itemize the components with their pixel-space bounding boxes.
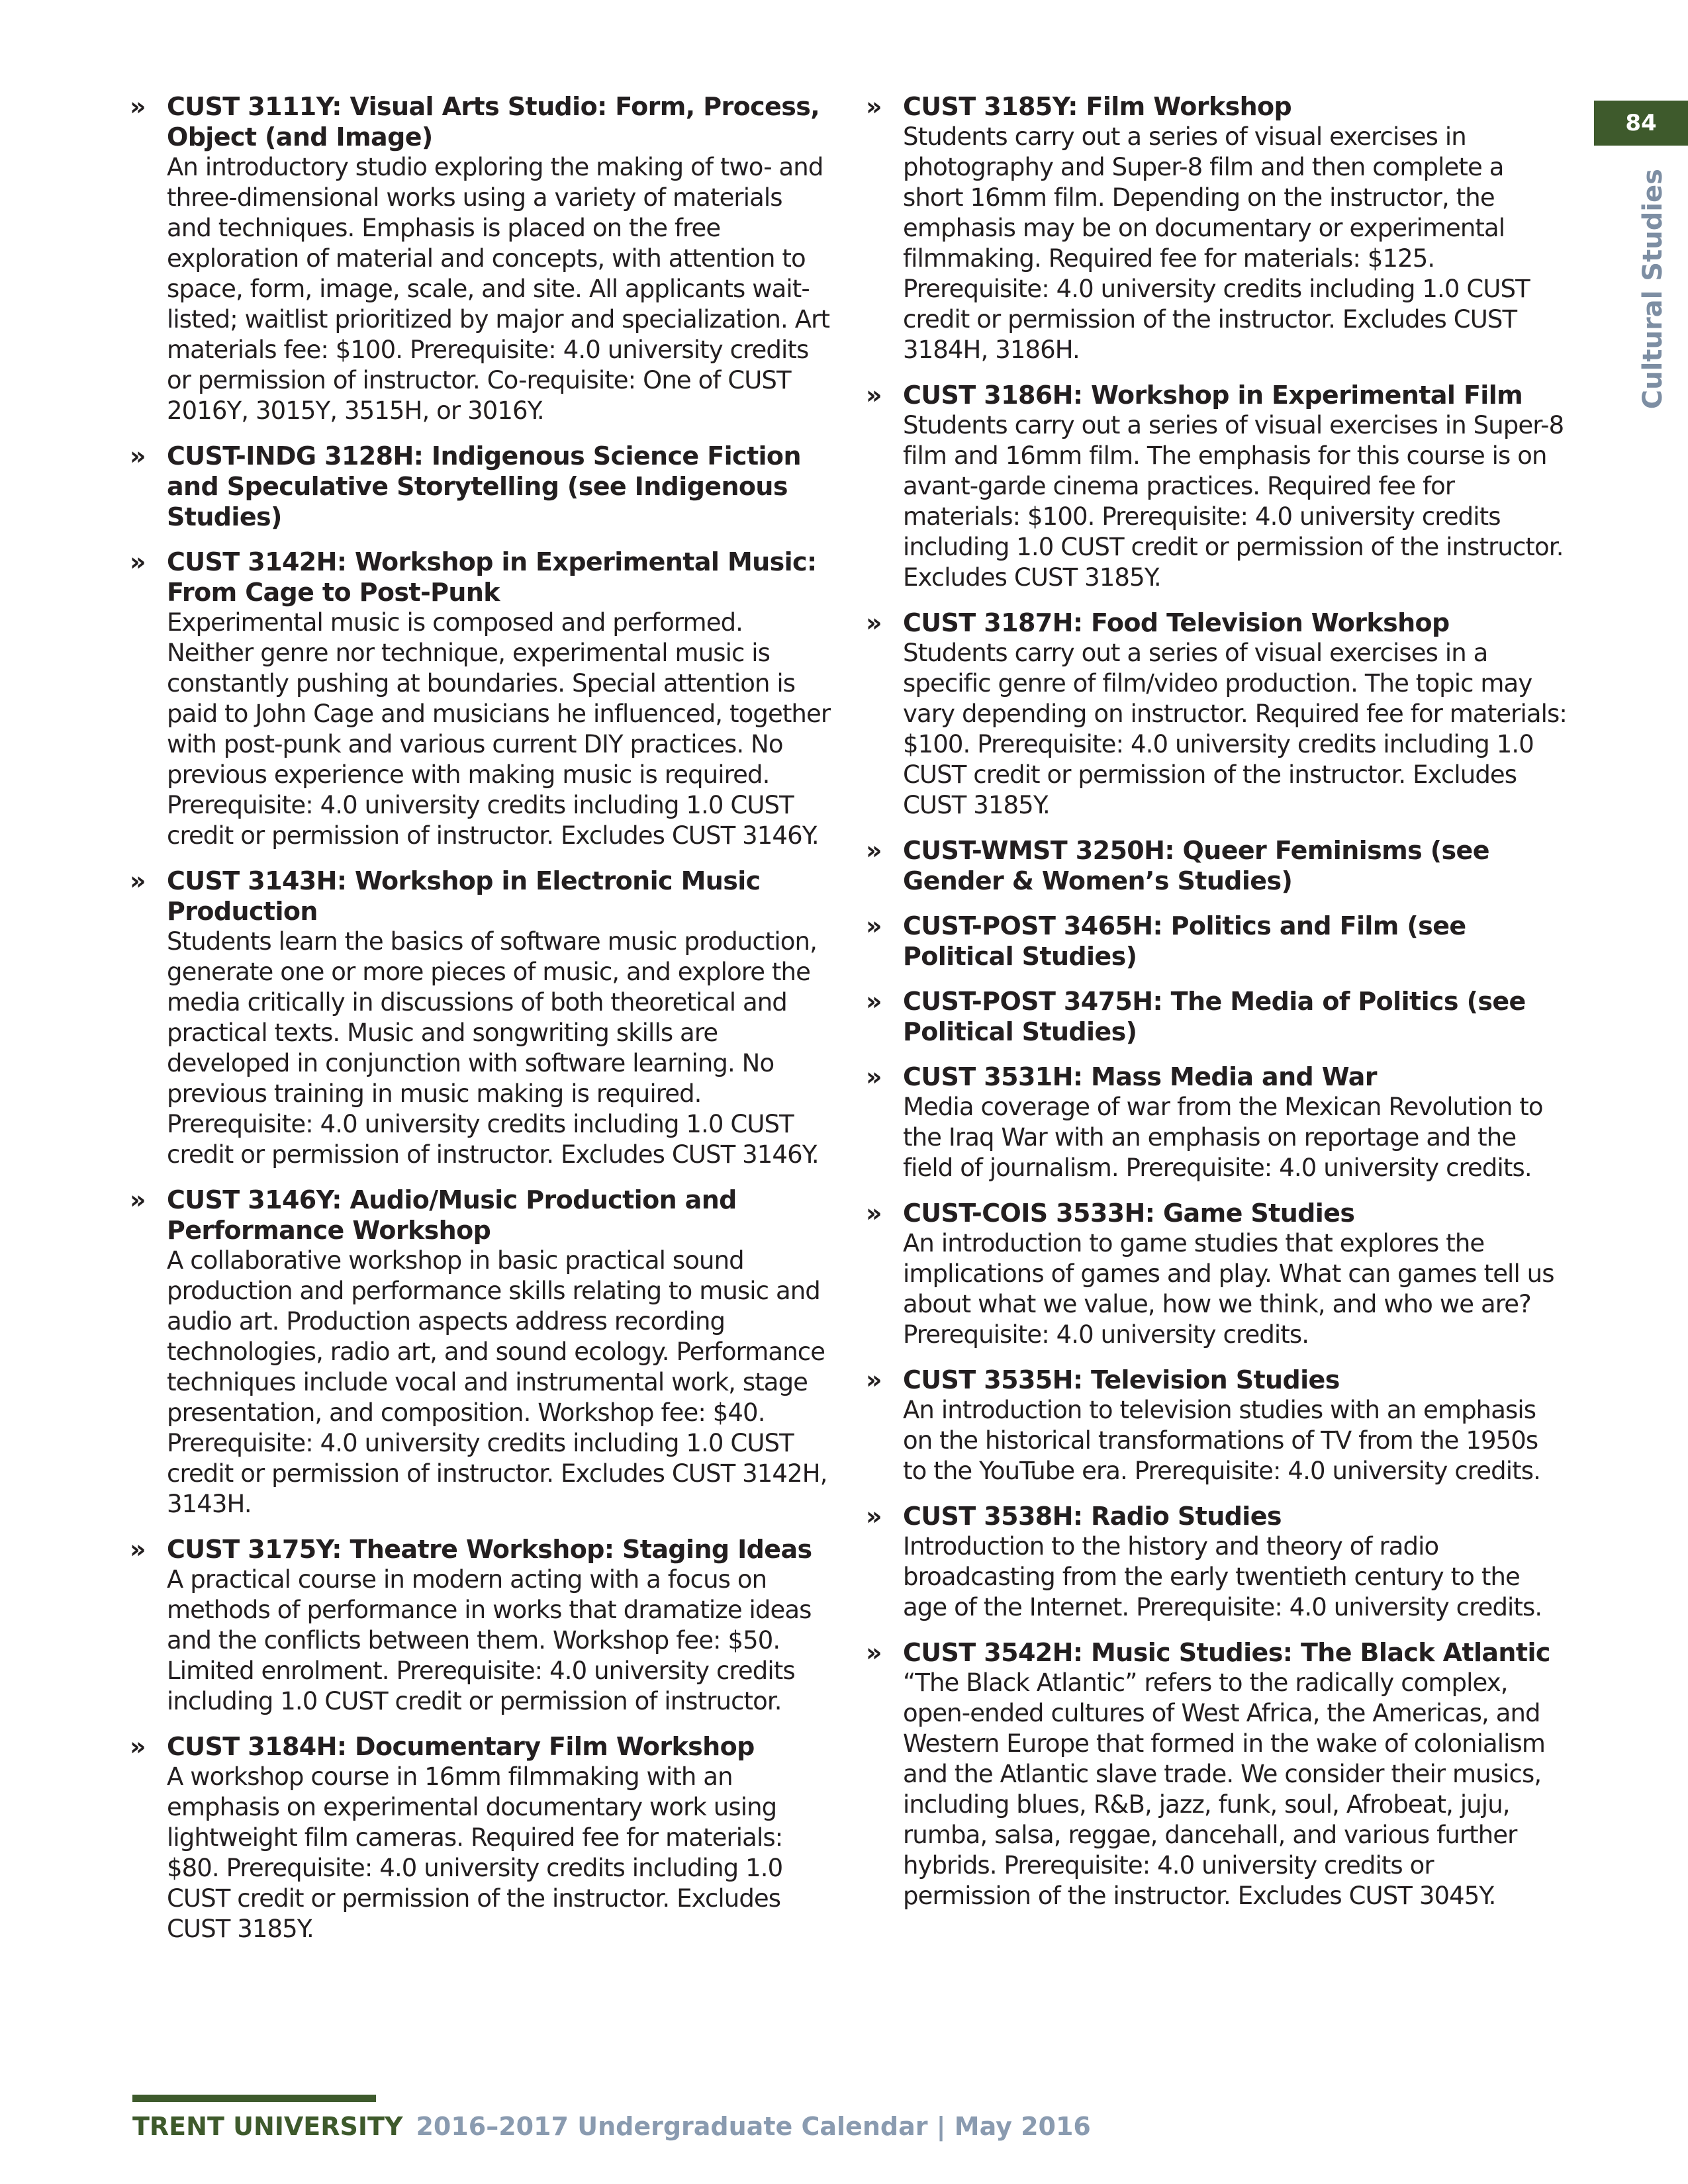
course-description: An introductory studio exploring the making of two- and three-dimensional works using a variety of materials and techniques. Emphasis is placed on the free exploration of material and concepts, with attention to space, form, image, scale, and site. All applicants wait-listed; waitlist prioritized by major and specialization. Art materials fee: $100. Prerequisite: 4.0 university credits or permission of instructor. Co-requisite: One of CUST 2016Y, 3015Y, 3515H, or 3016Y. — [167, 153, 830, 425]
course-entry — [866, 1198, 1568, 1350]
course-description: A collaborative workshop in basic practical sound production and performance skills relating to music and audio art. Production aspects address recording technologies, radio art, and sound ecology. Performance techniques include vocal and instrumental work, stage presentation, and composition. Workshop fee: $40. Prerequisite: 4.0 university credits including 1.0 CUST credit or permission of instructor. Excludes CUST 3142H, 3143H. — [167, 1246, 827, 1518]
bullet-marker: » — [866, 1062, 882, 1091]
bullet-marker: » — [130, 1535, 146, 1564]
course-description: Students carry out a series of visual exercises in a specific genre of film/video production. The topic may vary depending on instructor. Required fee for materials: $100. Prerequisite: 4.0 university credits including 1.0 CUST credit or permission of the instructor. Excludes CUST 3185Y. — [903, 639, 1567, 819]
course-title: CUST 3186H: Workshop in Experimental Film — [903, 381, 1523, 410]
footer-calendar: 2016–2017 Undergraduate Calendar | May 2016 — [416, 2112, 1091, 2141]
course-title: CUST 3175Y: Theatre Workshop: Staging Ideas — [167, 1535, 812, 1564]
page-number-tab: 84 — [1594, 101, 1688, 146]
course-description: A workshop course in 16mm filmmaking with an emphasis on experimental documentary work using lightweight film cameras. Required fee for materials: $80. Prerequisite: 4.0 university credits including 1.0 CUST credit or permission of the instructor. Excludes CUST 3185Y. — [167, 1762, 783, 1943]
course-title: CUST 3542H: Music Studies: The Black Atlantic — [903, 1638, 1550, 1667]
course-title: CUST-POST 3465H: Politics and Film (see Political Studies) — [903, 911, 1466, 971]
course-entry — [866, 380, 1568, 593]
right-column — [866, 91, 1568, 1926]
course-title: CUST-INDG 3128H: Indigenous Science Fiction and Speculative Storytelling (see Indigenous Studies) — [167, 441, 801, 531]
course-description: Introduction to the history and theory of radio broadcasting from the early twentieth century to the age of the Internet. Prerequisite: 4.0 university credits. — [903, 1532, 1542, 1621]
course-title: CUST 3535H: Television Studies — [903, 1365, 1340, 1394]
footer-rule — [132, 2095, 376, 2102]
course-title: CUST 3185Y: Film Workshop — [903, 92, 1292, 121]
course-title: CUST 3531H: Mass Media and War — [903, 1062, 1377, 1091]
course-entry — [866, 1637, 1568, 1911]
course-title: CUST 3143H: Workshop in Electronic Music Production — [167, 866, 761, 926]
course-title: CUST 3142H: Workshop in Experimental Music: From Cage to Post-Punk — [167, 547, 817, 607]
course-description: An introduction to game studies that explores the implications of games and play. What can games tell us about what we value, how we think, and who we are? Prerequisite: 4.0 university credits. — [903, 1229, 1554, 1349]
course-entry — [130, 441, 831, 532]
bullet-marker: » — [130, 547, 146, 576]
course-title: CUST 3146Y: Audio/Music Production and Performance Workshop — [167, 1185, 737, 1245]
course-entry — [866, 835, 1568, 896]
course-description: Students carry out a series of visual exercises in photography and Super-8 film and then complete a short 16mm film. Depending on the instructor, the emphasis may be on documentary or experimental filmmaking. Required fee for materials: $125. Prerequisite: 4.0 university credits including 1.0 CUST credit or permission of the instructor. Excludes CUST 3184H, 3186H. — [903, 122, 1530, 364]
course-description: Media coverage of war from the Mexican Revolution to the Iraq War with an emphasis on reportage and the field of journalism. Prerequisite: 4.0 university credits. — [903, 1093, 1543, 1182]
course-entry — [130, 866, 831, 1170]
course-entry — [130, 1185, 831, 1520]
course-entry — [130, 547, 831, 851]
course-description: A practical course in modern acting with a focus on methods of performance in works that dramatize ideas and the conflicts between them. Workshop fee: $50. Limited enrolment. Prerequisite: 4.0 university credits including 1.0 CUST credit or permission of instructor. — [167, 1565, 812, 1715]
bullet-marker: » — [866, 381, 882, 410]
course-entry — [866, 91, 1568, 365]
course-title: CUST 3184H: Documentary Film Workshop — [167, 1732, 755, 1761]
course-entry — [866, 608, 1568, 821]
left-column — [130, 91, 831, 1959]
course-entry — [866, 1062, 1568, 1183]
bullet-marker: » — [866, 836, 882, 865]
course-entry — [866, 986, 1568, 1047]
bullet-marker: » — [130, 441, 146, 471]
bullet-marker: » — [866, 987, 882, 1016]
bullet-marker: » — [866, 1638, 882, 1667]
bullet-marker: » — [866, 1365, 882, 1394]
bullet-marker: » — [130, 866, 146, 895]
bullet-marker: » — [866, 1502, 882, 1531]
bullet-marker: » — [866, 1199, 882, 1228]
course-entry — [866, 1501, 1568, 1623]
course-entry — [866, 1365, 1568, 1486]
course-entry — [130, 91, 831, 426]
bullet-marker: » — [866, 608, 882, 637]
section-label: Cultural Studies — [1638, 169, 1668, 410]
course-title: CUST-COIS 3533H: Game Studies — [903, 1199, 1355, 1228]
bullet-marker: » — [866, 911, 882, 940]
course-title: CUST-WMST 3250H: Queer Feminisms (see Gender & Women’s Studies) — [903, 836, 1489, 895]
bullet-marker: » — [130, 92, 146, 121]
footer-university: TRENT UNIVERSITY — [132, 2112, 403, 2141]
course-title: CUST 3187H: Food Television Workshop — [903, 608, 1450, 637]
course-description: Students learn the basics of software music production, generate one or more pieces of music, and explore the media critically in discussions of both theoretical and practical texts. Music and songwriting skills are developed in conjunction with software learning. No previous training in music making is required. Prerequisite: 4.0 university credits including 1.0 CUST credit or permission of instructor. Excludes CUST 3146Y. — [167, 927, 819, 1169]
bullet-marker: » — [130, 1732, 146, 1761]
course-title: CUST 3111Y: Visual Arts Studio: Form, Process, Object (and Image) — [167, 92, 820, 152]
course-description: Experimental music is composed and performed. Neither genre nor technique, experimental music is constantly pushing at boundaries. Special attention is paid to John Cage and musicians he influenced, together with post-punk and various current DIY practices. No previous experience with making music is required. Prerequisite: 4.0 university credits including 1.0 CUST credit or permission of instructor. Excludes CUST 3146Y. — [167, 608, 831, 850]
course-entry — [866, 911, 1568, 972]
course-entry — [130, 1731, 831, 1944]
footer — [132, 2111, 1091, 2142]
course-entry — [130, 1534, 831, 1717]
course-description: An introduction to television studies with an emphasis on the historical transformations of TV from the 1950s to the YouTube era. Prerequisite: 4.0 university credits. — [903, 1396, 1540, 1485]
course-description: “The Black Atlantic” refers to the radically complex, open-ended cultures of West Africa, the Americas, and Western Europe that formed in the wake of colonialism and the Atlantic slave trade. We consider their musics, including blues, R&B, jazz, funk, soul, Afrobeat, juju, rumba, salsa, reggae, dancehall, and various further hybrids. Prerequisite: 4.0 university credits or permission of the instructor. Excludes CUST 3045Y. — [903, 1668, 1545, 1910]
course-description: Students carry out a series of visual exercises in Super-8 film and 16mm film. The emphasis for this course is on avant-garde cinema practices. Required fee for materials: $100. Prerequisite: 4.0 university credits including 1.0 CUST credit or permission of the instructor. Excludes CUST 3185Y. — [903, 411, 1564, 592]
course-title: CUST 3538H: Radio Studies — [903, 1502, 1282, 1531]
bullet-marker: » — [866, 92, 882, 121]
course-title: CUST-POST 3475H: The Media of Politics (see Political Studies) — [903, 987, 1526, 1046]
bullet-marker: » — [130, 1185, 146, 1214]
